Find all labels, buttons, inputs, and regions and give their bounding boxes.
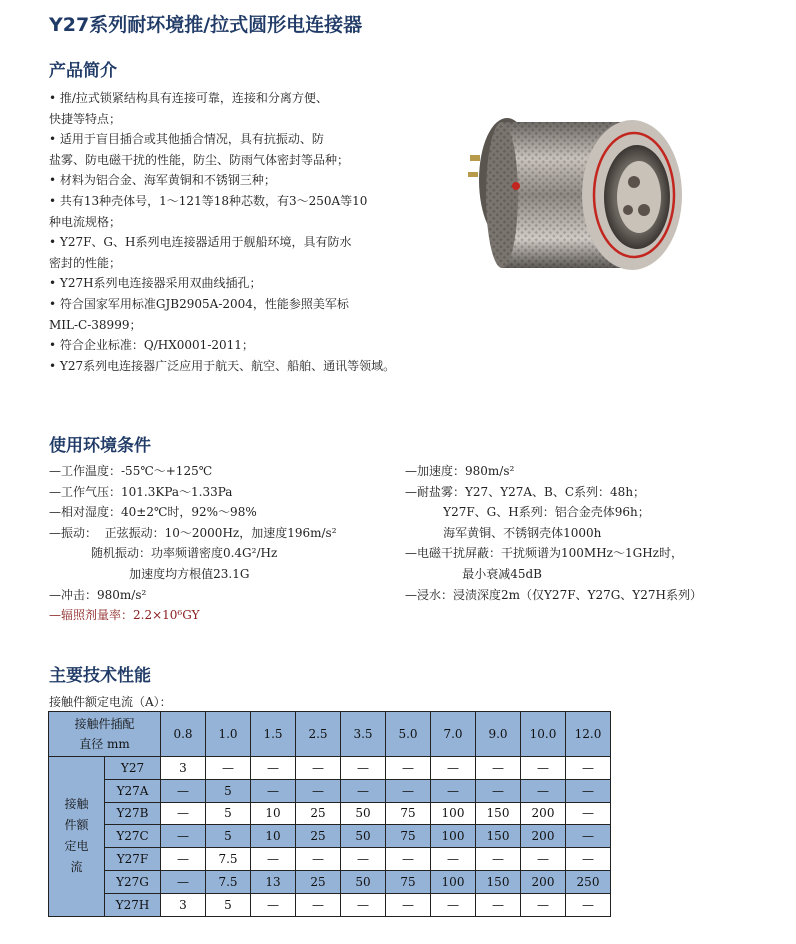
intro-line: MIL-C-38999； [49,317,142,332]
table-cell: — [296,848,341,871]
table-cell: — [341,779,386,802]
table-cell: 75 [386,802,431,825]
table-caption: 接触件额定电流（A）： [49,695,172,709]
intro-line: 密封的性能； [49,255,122,270]
table-cell: — [521,893,566,916]
table-cell: 200 [521,825,566,848]
column-header: 12.0 [566,712,611,757]
table-cell: — [476,848,521,871]
table-cell: 5 [206,779,251,802]
side-label-line: 接触 [64,797,89,812]
series-label: Y27H [105,893,161,916]
table-cell: — [251,757,296,780]
intro-line: • 适用于盲目插合或其他插合情况，具有抗振动、防 [49,132,324,147]
left-line: —工作气压：101.3KPa～1.33Pa [49,484,233,499]
column-header: 3.5 [341,712,386,757]
table-cell: — [521,757,566,780]
table-row [49,802,611,825]
right-line: —加速度：980m/s² [405,464,515,478]
column-header: 7.0 [431,712,476,757]
column-header: 1.0 [206,712,251,757]
table-cell: 250 [566,870,611,893]
table-cell: 25 [296,870,341,893]
intro-line: • 符合企业标准：Q/HX0001-2011； [49,338,254,353]
table-cell: 13 [251,870,296,893]
left-line: —相对湿度：40±2℃时，92%～98% [49,505,257,520]
side-label-line: 定电 [64,839,89,854]
table-cell: — [431,893,476,916]
header-label-line-2: 直径 mm [79,737,130,751]
table-cell: 10 [251,802,296,825]
series-label: Y27A [105,779,161,802]
table-cell: — [161,779,206,802]
series-label: Y27G [105,870,161,893]
left-line: —辐照剂量率：2.2×10⁶GY [49,608,200,623]
table-row [49,870,611,893]
table-row [49,779,611,802]
column-header: 5.0 [386,712,431,757]
table-cell: — [341,757,386,780]
table-cell: 150 [476,825,521,848]
table-cell: 100 [431,870,476,893]
intro-line: 盐雾、防电磁干扰的性能，防尘、防雨气体密封等品种； [49,152,350,167]
table-cell: 5 [206,825,251,848]
intro-text [49,88,459,376]
table-cell: 150 [476,802,521,825]
table-cell: — [386,893,431,916]
table-cell: — [296,779,341,802]
side-label [49,757,105,917]
left-line: —冲击：980m/s² [49,587,147,602]
table-row [49,757,611,780]
table-cell: 50 [341,870,386,893]
table-cell: — [566,825,611,848]
table-cell: — [566,757,611,780]
table-cell: — [476,779,521,802]
table-cell: — [296,757,341,780]
table-cell: — [386,848,431,871]
side-label-line: 流 [70,860,83,875]
right-line: 海军黄铜、不锈钢壳体1000h [405,525,602,540]
table-cell: — [161,825,206,848]
intro-line: • Y27F、G、H系列电连接器适用于舰船环境，具有防水 [49,235,352,250]
table-cell: — [251,779,296,802]
table-cell: 7.5 [206,870,251,893]
environment-right-list [405,461,702,605]
table-cell: — [161,870,206,893]
performance-heading: 主要技术性能 [49,666,151,686]
table-cell: — [521,848,566,871]
table-cell: — [566,779,611,802]
table-row [49,893,611,916]
column-header: 0.8 [161,712,206,757]
left-line: 随机振动：功率频谱密度0.4G²/Hz [49,546,278,561]
table-cell: 3 [161,893,206,916]
table-cell: — [431,848,476,871]
table-cell: 7.5 [206,848,251,871]
table-cell: 75 [386,825,431,848]
table-cell: 100 [431,802,476,825]
right-line: —耐盐雾：Y27、Y27A、B、C系列：48h； [405,484,646,499]
left-line: 加速度均方根值23.1G [49,566,250,581]
table-cell: — [476,893,521,916]
right-line: —电磁干扰屏蔽：干扰频谱为100MHz～1GHz时， [405,546,683,561]
left-line: —工作温度：-55℃～+125℃ [49,464,213,478]
table-cell: 3 [161,757,206,780]
table-cell: 25 [296,825,341,848]
series-label: Y27B [105,802,161,825]
intro-heading: 产品简介 [49,61,117,81]
side-label-line: 件额 [64,818,89,833]
page-title: Y27系列耐环境推/拉式圆形电连接器 [49,14,363,36]
connector-product-image [462,100,692,290]
table-cell: — [476,757,521,780]
table-cell: 10 [251,825,296,848]
environment-heading: 使用环境条件 [49,436,151,456]
right-line: Y27F、G、H系列：铝合金壳体96h； [405,505,650,520]
current-rating-table [48,711,611,917]
series-label: Y27 [105,757,161,780]
table-cell: 50 [341,825,386,848]
column-header: 9.0 [476,712,521,757]
right-line: —浸水：浸渍深度2m（仅Y27F、Y27G、Y27H系列） [405,587,702,602]
table-cell: — [161,802,206,825]
intro-line: 快捷等特点； [49,111,122,126]
left-line: —振动： 正弦振动：10～2000Hz，加速度196m/s² [49,525,337,540]
table-cell: — [251,893,296,916]
table-cell: 5 [206,802,251,825]
environment-left-list [49,461,337,626]
intro-line: • 共有13种壳体号，1～121等18种芯数，有3～250A等10 [49,193,368,208]
column-header: 1.5 [251,712,296,757]
table-cell: — [161,848,206,871]
table-cell: — [566,802,611,825]
table-cell: 200 [521,802,566,825]
column-header: 10.0 [521,712,566,757]
table-header-label [49,712,161,757]
table-cell: — [251,848,296,871]
table-cell: 100 [431,825,476,848]
series-label: Y27F [105,848,161,871]
intro-line: • Y27H系列电连接器采用双曲线插孔； [49,276,262,291]
table-row [49,825,611,848]
table-cell: 5 [206,893,251,916]
table-cell: — [386,779,431,802]
intro-line: 种电流规格； [49,214,122,229]
table-cell: 50 [341,802,386,825]
table-row [49,848,611,871]
intro-line: • 符合国家军用标准GJB2905A-2004，性能参照美军标 [49,296,349,311]
table-cell: — [521,779,566,802]
table-cell: — [296,893,341,916]
intro-line: • Y27系列电连接器广泛应用于航天、航空、船舶、通讯等领域。 [49,358,396,373]
table-cell: — [341,893,386,916]
table-cell: — [566,848,611,871]
table-cell: — [386,757,431,780]
header-label-line-1: 接触件插配 [74,717,135,731]
table-cell: — [566,893,611,916]
table-cell: — [431,757,476,780]
table-cell: 75 [386,870,431,893]
intro-line: • 材料为铝合金、海军黄铜和不锈钢三种； [49,173,276,188]
table-cell: — [431,779,476,802]
table-cell: — [206,757,251,780]
table-cell: 150 [476,870,521,893]
table-cell: 25 [296,802,341,825]
table-cell: — [341,848,386,871]
table-cell: 200 [521,870,566,893]
right-line: 最小衰减45dB [405,566,542,581]
column-header: 2.5 [296,712,341,757]
intro-line: • 推/拉式锁紧结构具有连接可靠，连接和分离方便、 [49,91,328,105]
series-label: Y27C [105,825,161,848]
